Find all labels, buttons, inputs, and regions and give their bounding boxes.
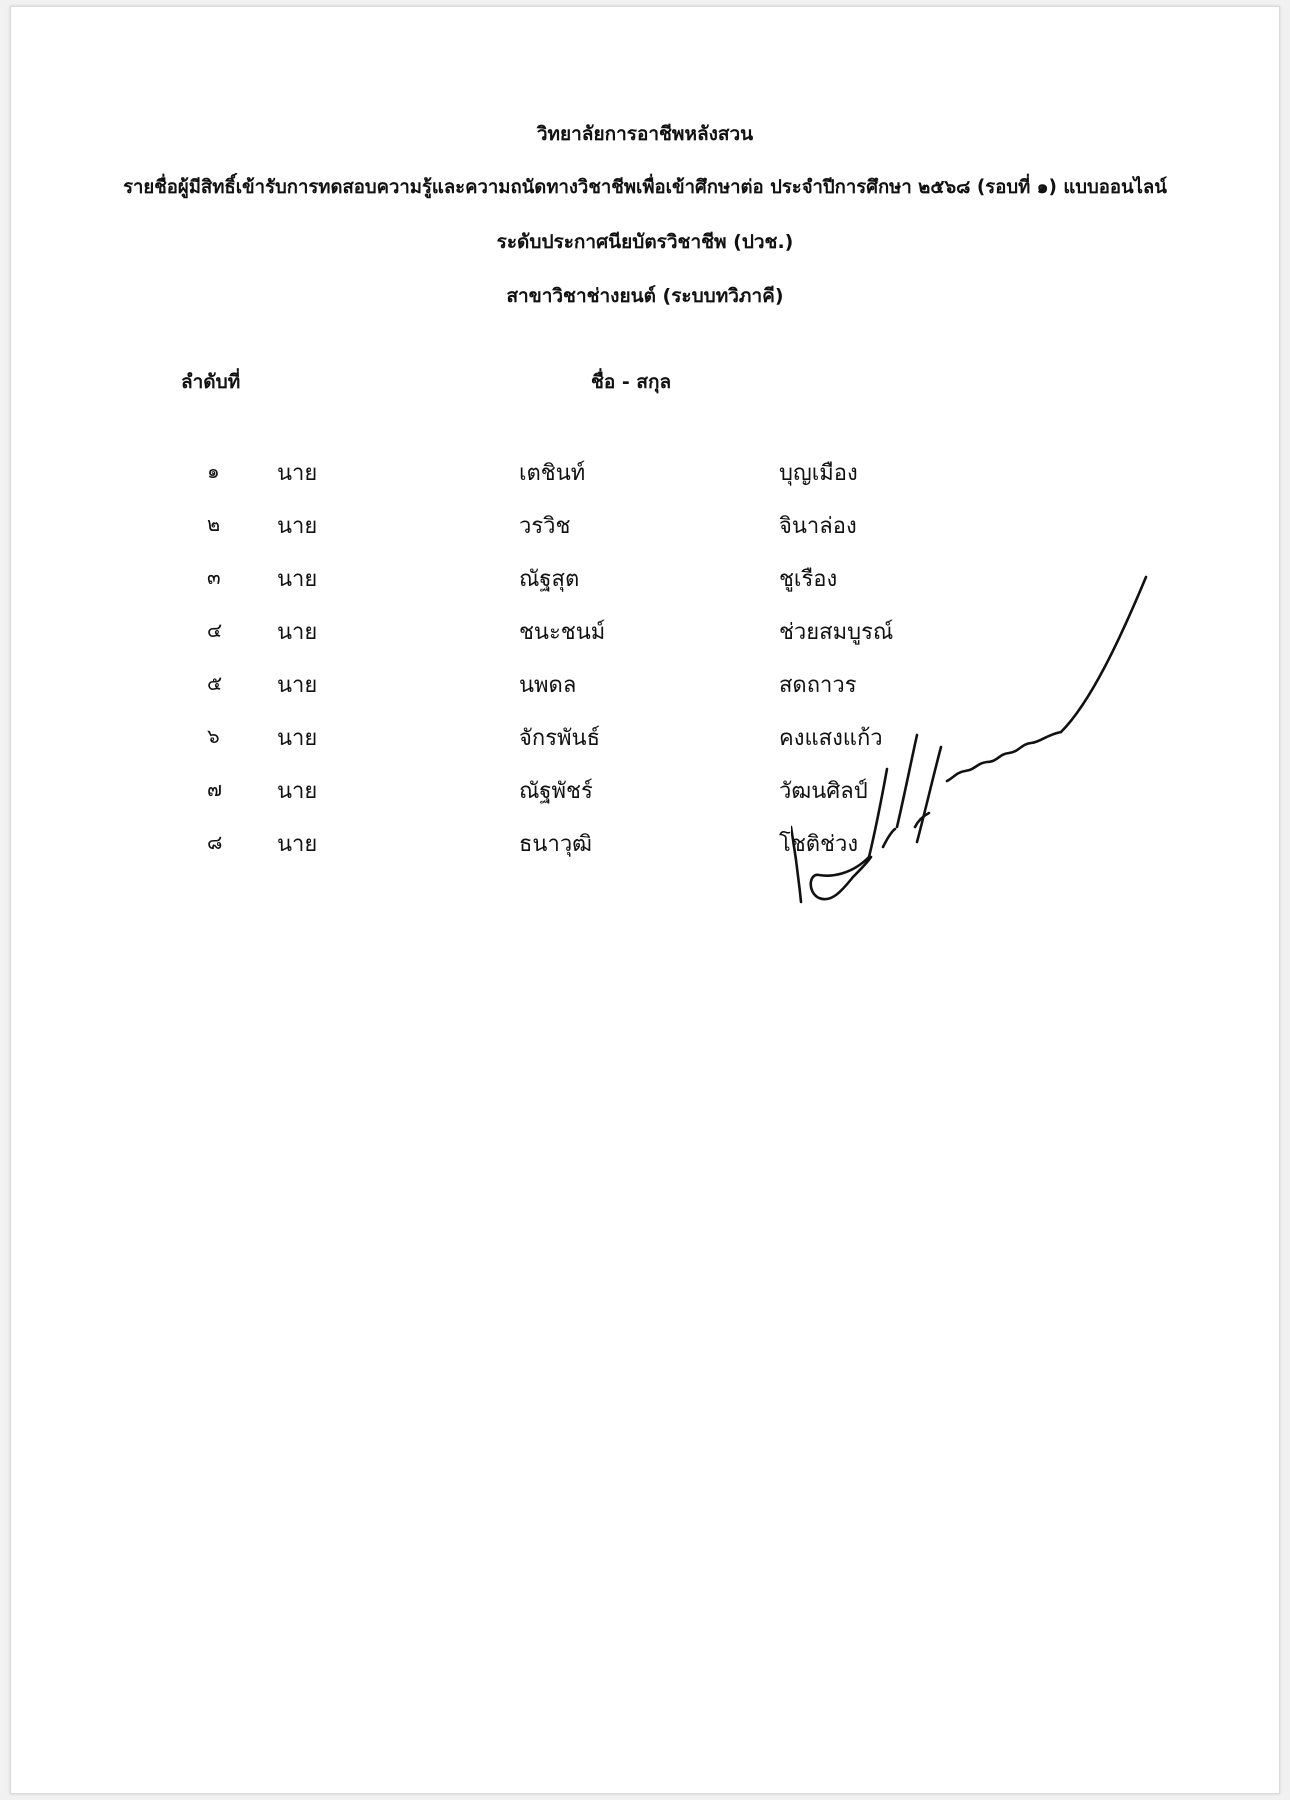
row-last-name: คงแสงแก้ว bbox=[779, 726, 883, 751]
name-column-header: ชื่อ - สกุล bbox=[591, 371, 672, 393]
row-first-name: ณัฐสุต bbox=[519, 567, 580, 592]
row-last-name: ชูเรือง bbox=[779, 567, 838, 592]
row-first-name: ธนาวุฒิ bbox=[519, 832, 593, 857]
row-prefix: นาย bbox=[277, 461, 318, 486]
row-number: ๘ bbox=[207, 830, 223, 854]
row-last-name: ช่วยสมบูรณ์ bbox=[779, 620, 894, 645]
row-prefix: นาย bbox=[277, 832, 318, 857]
row-prefix: นาย bbox=[277, 673, 318, 698]
row-last-name: บุญเมือง bbox=[779, 461, 858, 486]
row-prefix: นาย bbox=[277, 726, 318, 751]
row-first-name: ณัฐพัชร์ bbox=[519, 779, 593, 804]
table-row bbox=[11, 455, 1279, 495]
row-number: ๑ bbox=[207, 459, 220, 483]
row-last-name: จินาล่อง bbox=[779, 514, 857, 539]
row-number: ๖ bbox=[207, 724, 220, 748]
level-title: ระดับประกาศนียบัตรวิชาชีพ (ปวช.) bbox=[496, 231, 794, 253]
row-first-name: เตชินท์ bbox=[519, 461, 586, 486]
row-last-name: โชติช่วง bbox=[779, 832, 859, 857]
table-row bbox=[11, 508, 1279, 548]
document-page bbox=[10, 6, 1280, 1794]
row-number: ๗ bbox=[207, 777, 223, 801]
row-number: ๕ bbox=[207, 671, 223, 695]
row-last-name: สดถาวร bbox=[779, 673, 857, 698]
row-prefix: นาย bbox=[277, 620, 318, 645]
row-first-name: จักรพันธ์ bbox=[519, 726, 600, 751]
handwritten-signature bbox=[791, 557, 1171, 947]
row-number: ๓ bbox=[207, 565, 221, 589]
row-last-name: วัฒนศิลป์ bbox=[779, 779, 868, 804]
institution-title: วิทยาลัยการอาชีพหลังสวน bbox=[536, 123, 754, 145]
row-first-name: วรวิช bbox=[519, 514, 571, 539]
row-prefix: นาย bbox=[277, 779, 318, 804]
row-prefix: นาย bbox=[277, 567, 318, 592]
row-number: ๔ bbox=[207, 618, 223, 642]
row-prefix: นาย bbox=[277, 514, 318, 539]
row-number: ๒ bbox=[207, 512, 221, 536]
order-column-header: ลำดับที่ bbox=[181, 371, 241, 393]
row-first-name: นพดล bbox=[519, 673, 577, 698]
department-title: สาขาวิชาช่างยนต์ (ระบบทวิภาคี) bbox=[506, 285, 784, 307]
announcement-title: รายชื่อผู้มีสิทธิ์เข้ารับการทดสอบความรู้และความถนัดทางวิชาชีพเพื่อเข้าศึกษาต่อ ประจำปีการศึกษา ๒๕๖๘ (รอบที่ ๑) แบบออนไลน์ bbox=[123, 177, 1167, 198]
row-first-name: ชนะชนม์ bbox=[519, 620, 606, 645]
